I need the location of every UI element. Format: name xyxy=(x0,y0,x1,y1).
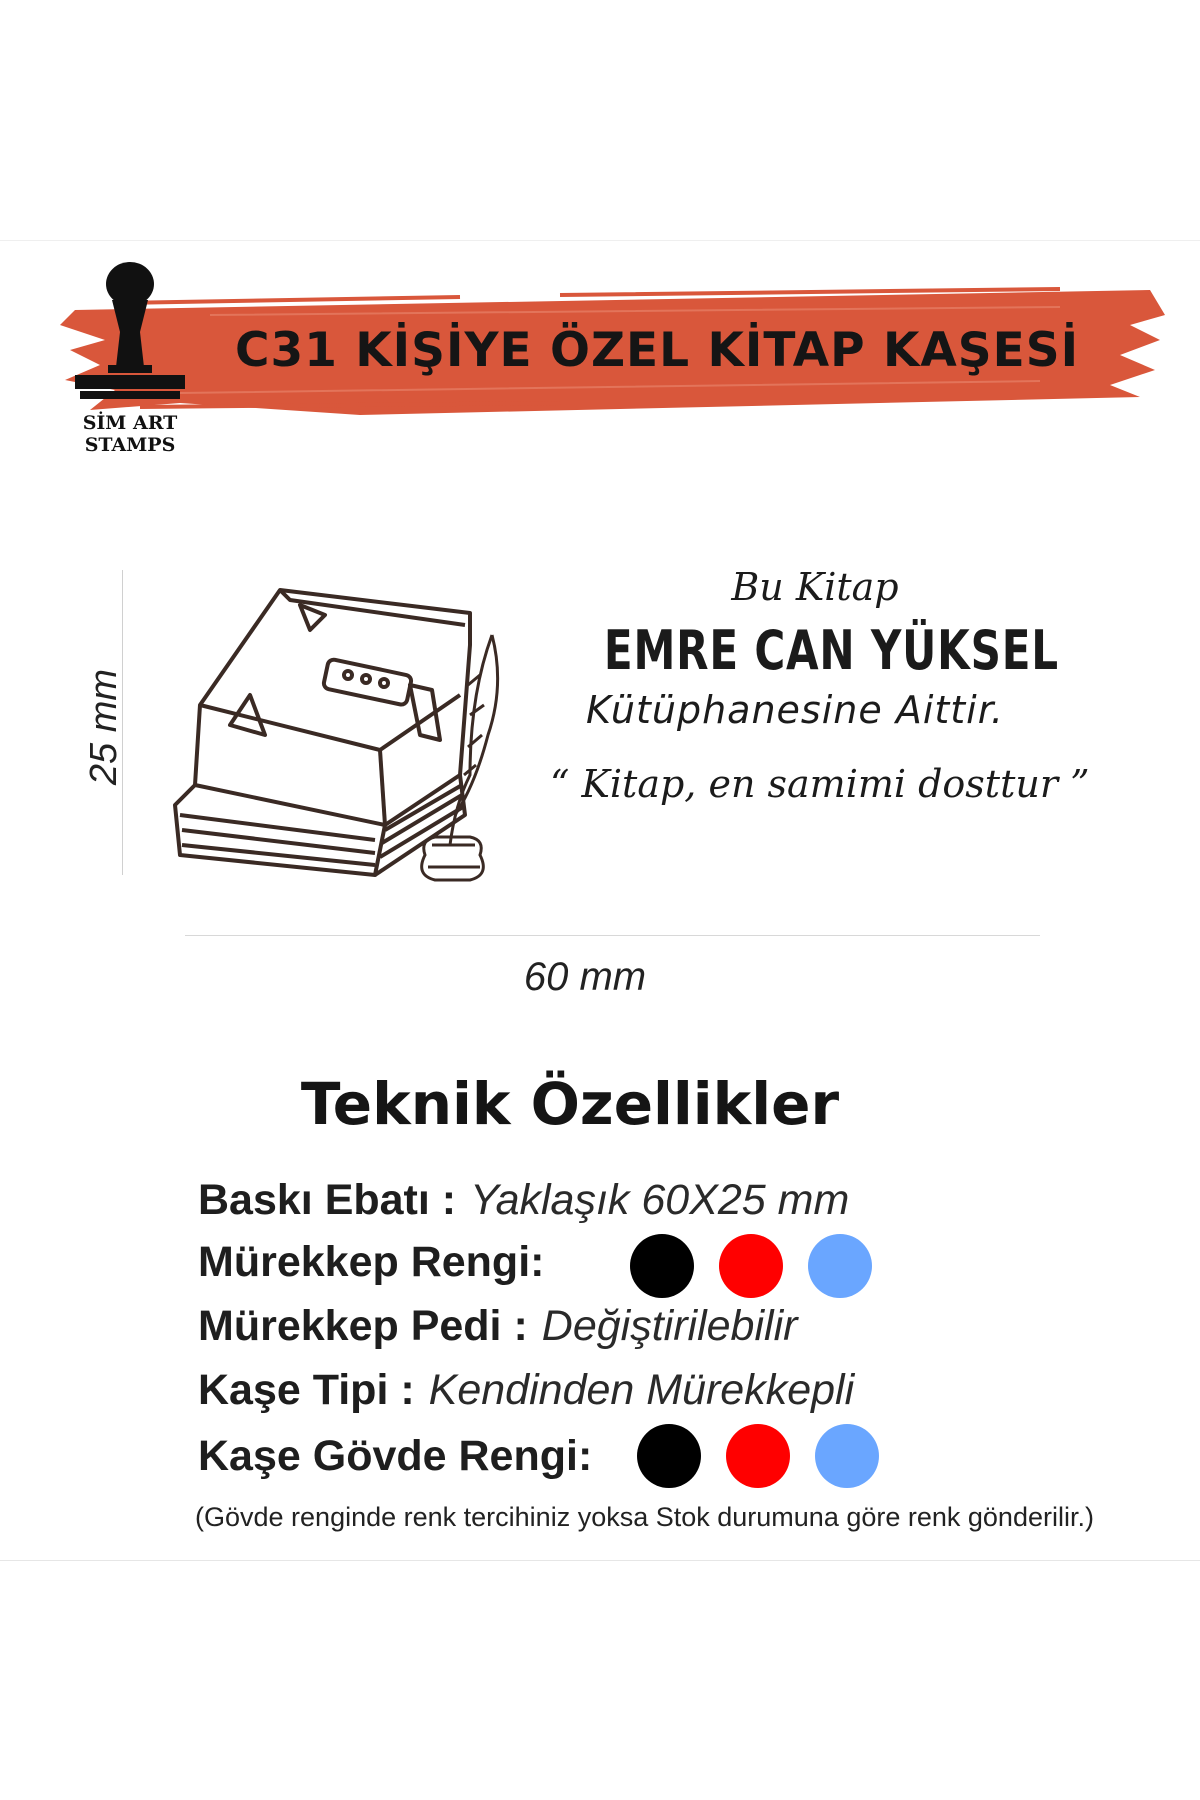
ink-color-swatches xyxy=(630,1234,872,1298)
color-swatch-red[interactable] xyxy=(719,1234,783,1298)
rubber-stamp-icon xyxy=(70,262,190,412)
stamp-line-3: Kütüphanesine Aittir. xyxy=(586,688,1004,732)
stamp-line-1: Bu Kitap xyxy=(731,565,899,609)
brand-line-2: STAMPS xyxy=(84,434,176,456)
book-illustration xyxy=(170,575,500,885)
width-dimension-label: 60 mm xyxy=(523,955,647,999)
color-swatch-black[interactable] xyxy=(637,1424,701,1488)
spec-print-size xyxy=(198,1176,849,1225)
spec-ink-color xyxy=(198,1238,544,1287)
spec-label: Kaşe Gövde Rengi: xyxy=(198,1432,593,1480)
stamp-preview-text xyxy=(550,565,1090,806)
top-divider xyxy=(0,240,1200,241)
spec-stamp-type xyxy=(198,1366,854,1415)
brand-line-1: SİM ART xyxy=(82,412,178,434)
spec-label: Mürekkep Rengi: xyxy=(198,1238,545,1286)
color-note: (Gövde renginde renk tercihiniz yoksa Stok durumuna göre renk gönderilir.) xyxy=(195,1502,1094,1532)
spec-value: Değiştirilebilir xyxy=(541,1302,798,1350)
width-dimension-line xyxy=(185,935,1040,936)
brand-logo-text xyxy=(70,412,190,456)
spec-label: Kaşe Tipi : xyxy=(198,1366,415,1414)
body-color-swatches xyxy=(637,1424,879,1488)
color-swatch-red[interactable] xyxy=(726,1424,790,1488)
spec-value: Yaklaşık 60X25 mm xyxy=(470,1176,850,1224)
spec-body-color xyxy=(198,1432,592,1481)
spec-label: Baskı Ebatı : xyxy=(198,1176,457,1224)
color-swatch-black[interactable] xyxy=(630,1234,694,1298)
spec-label: Mürekkep Pedi : xyxy=(198,1302,528,1350)
spec-ink-pad xyxy=(198,1302,797,1351)
height-dimension-label: 25 mm xyxy=(83,668,125,786)
spec-value: Kendinden Mürekkepli xyxy=(428,1366,855,1414)
specs-title: Teknik Özellikler xyxy=(300,1070,840,1138)
color-swatch-blue[interactable] xyxy=(815,1424,879,1488)
title-banner xyxy=(60,285,1170,420)
stamp-owner-name: EMRE CAN YÜKSEL xyxy=(603,619,1059,682)
page-title: C31 KİŞİYE ÖZEL KİTAP KAŞESİ xyxy=(235,323,1080,378)
color-swatch-blue[interactable] xyxy=(808,1234,872,1298)
bottom-divider xyxy=(0,1560,1200,1561)
stamp-quote: “ Kitap, en samimi dosttur ” xyxy=(550,762,1090,806)
